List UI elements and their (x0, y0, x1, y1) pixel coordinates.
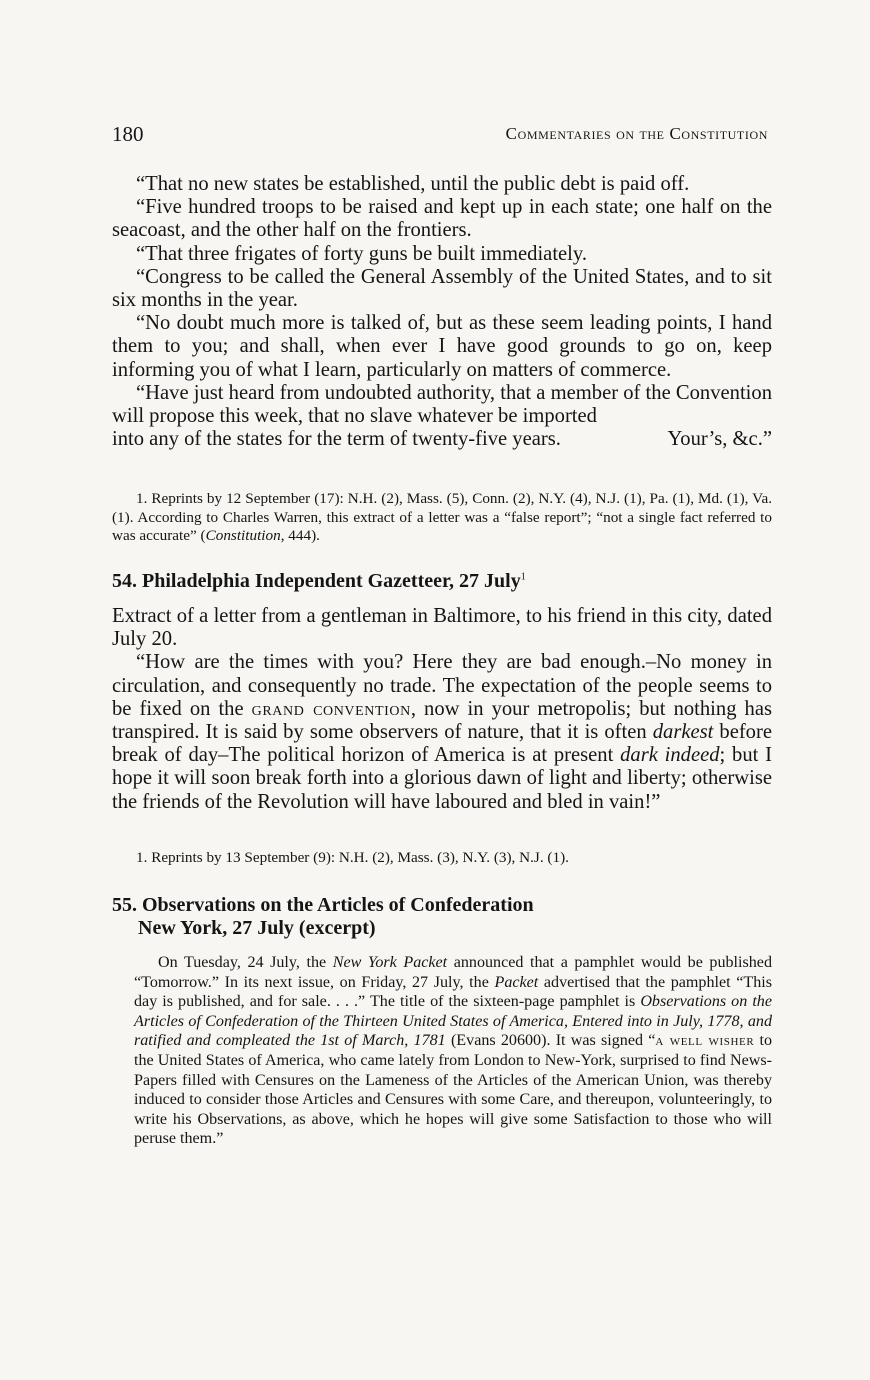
page-header (112, 122, 772, 150)
section-55-editorial-note (134, 953, 772, 1149)
footnote-marker: 1 (520, 571, 526, 583)
editorial-text: to the United States of America, who came lately from London to New-York, surprised to find News-Papers filled with Censures on the Lameness of the Articles of the American Union, was thereby induced to consider those Articles and Censures with some Care, and thereupon, volunteeringly, to write his Observations, as above, which he hopes will give some Satisfaction to those who will peruse them.” (134, 1032, 773, 1148)
italic-word: darkest (652, 721, 714, 744)
letter-extract (112, 173, 772, 451)
letter-paragraph: “Have just heard from undoubted authority, that a member of the Convention will propose this week, that no slave whatever be imported (112, 381, 772, 428)
letter-text: , now in your metropolis; but nothing has transpired. It is said by some observers of nature, that it is often (112, 697, 772, 744)
section-55-heading (112, 894, 772, 940)
footnote-53 (112, 490, 772, 546)
footnote-text (112, 490, 772, 546)
section-55-subtitle: New York, 27 July (excerpt) (138, 917, 376, 939)
editorial-paragraph (134, 953, 772, 1149)
section-54-heading (112, 570, 772, 593)
letter-text: “How are the times with you? Here they are bad enough.–No money in circulation, and consequently no trade. The expectation of the people seems to be fixed on the (112, 651, 772, 720)
letter-closing: Your’s, &c.” (667, 428, 772, 451)
letter-text: ; but I hope it will soon break forth into a glorious dawn of light and liberty; otherwise the friends of the Revolution will have laboured and bled in vain!” (112, 744, 772, 813)
footnote-italic-title: Constitution (205, 527, 281, 545)
letter-paragraph: “No doubt much more is talked of, but as these seem leading points, I hand them to you; and shall, when ever I have good grounds to go on, keep informing you of what I learn, particularly on matters of commerce. (112, 312, 772, 381)
letter-text: before break of day–The political horizon of America is at present (112, 721, 772, 767)
italic-title: Observations on the Articles of Confederation of the Thirteen United States of America, Entered into in July, 1778, and ratified and compleated the 1st of March, 1781 (134, 993, 772, 1050)
section-54-intro: Extract of a letter from a gentleman in Baltimore, to his friend in this city, dated July 20. (112, 605, 772, 651)
editorial-text: announced that a pamphlet would be published “Tomorrow.” In its next issue, on Friday, 27 July, the (134, 954, 772, 991)
italic-title: New York Packet (332, 954, 448, 971)
small-caps-phrase: a well wisher (655, 1032, 755, 1050)
footnote-54 (112, 849, 772, 868)
section-54-letter (112, 651, 772, 813)
section-55-title: 55. Observations on the Articles of Confederation (112, 894, 534, 916)
letter-paragraph: “Congress to be called the General Assembly of the United States, and to sit six months in the year. (112, 265, 772, 312)
letter-paragraph: “Five hundred troops to be raised and kept up in each state; one half on the seacoast, and the other half on the frontiers. (112, 196, 772, 242)
running-head: Commentaries on the Constitution (505, 124, 768, 143)
editorial-text: advertised that the pamphlet “This day is published, and for sale. . . .” The title of the sixteen-page pamphlet is (134, 973, 772, 1011)
small-caps-phrase: grand convention (251, 697, 411, 720)
italic-phrase: dark indeed (620, 744, 720, 767)
editorial-text: (Evans 20600). It was signed “ (445, 1032, 656, 1050)
page-number: 180 (112, 122, 144, 146)
section-54-title: 54. Philadelphia Independent Gazetteer, 27 July (112, 570, 521, 592)
editorial-text: On Tuesday, 24 July, the (158, 954, 333, 971)
footnote-text-part: , 444). (280, 527, 320, 545)
footnote-text: 1. Reprints by 13 September (9): N.H. (2), Mass. (3), N.Y. (3), N.J. (1). (136, 849, 569, 866)
italic-title: Packet (494, 973, 539, 991)
letter-paragraph: “That no new states be established, until the public debt is paid off. (136, 173, 690, 195)
letter-paragraph: “That three frigates of forty guns be built immediately. (136, 242, 588, 265)
section-54-body (112, 605, 772, 814)
letter-last-line (112, 428, 772, 451)
footnote-text-part: 1. Reprints by 12 September (17): N.H. (2), Mass. (5), Conn. (2), N.Y. (4), N.J. (1), Pa. (1), Md. (1), Va. (1). According to Charles Warren, this extract of a letter was a “false report”; “not a single fact referred to was accurate” ( (112, 490, 772, 545)
letter-last-line-text: into any of the states for the term of twenty-five years. (112, 428, 561, 451)
